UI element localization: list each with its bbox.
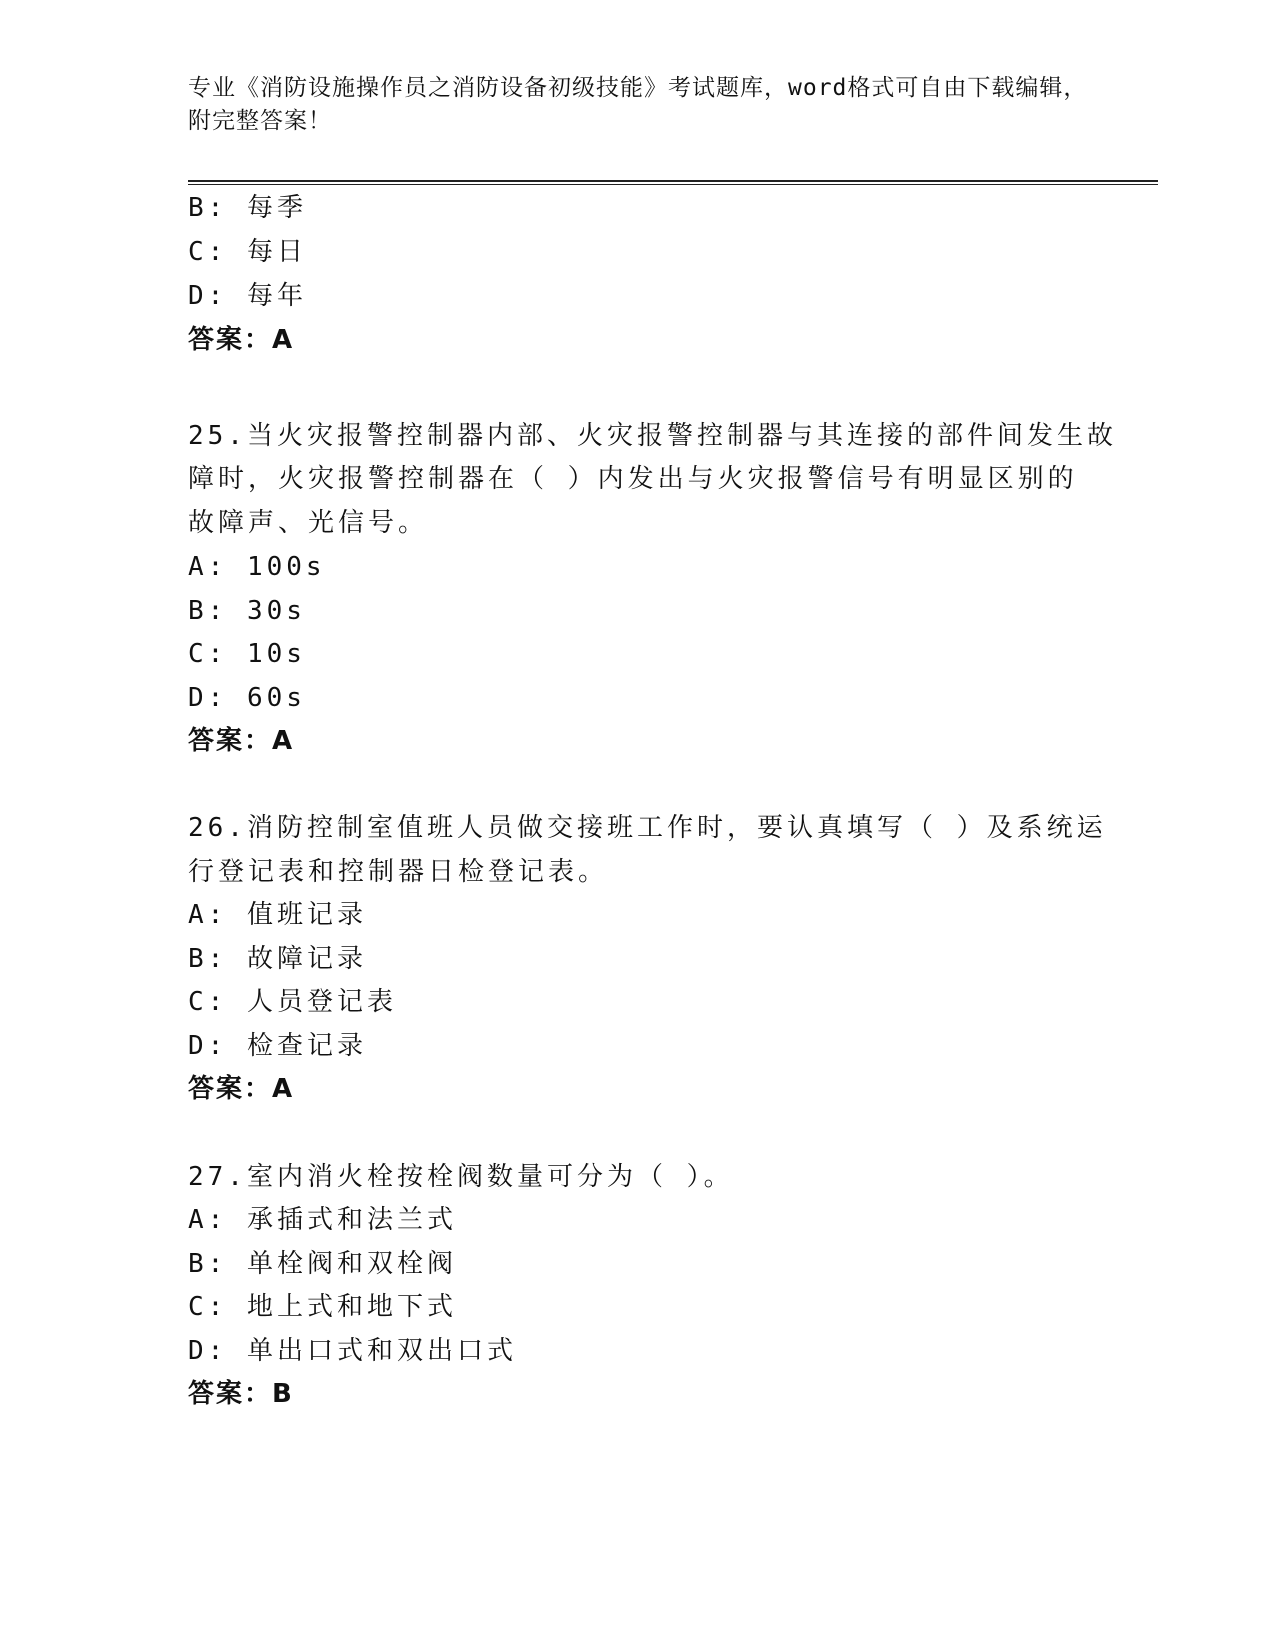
option-b: B: 每季 — [188, 193, 307, 223]
header-rule-thin — [188, 184, 1158, 185]
question-stem-line: 障时，火灾报警控制器在（ ）内发出与火灾报警信号有明显区别的 — [188, 464, 1078, 494]
option-b: B: 单栓阀和双栓阀 — [188, 1249, 457, 1279]
option-b: B: 30s — [188, 596, 306, 626]
answer-line: 答案：A — [188, 325, 295, 355]
option-a: A: 承插式和法兰式 — [188, 1205, 457, 1235]
header-rule-thick — [188, 180, 1158, 182]
option-d: D: 单出口式和双出口式 — [188, 1336, 517, 1366]
option-d: D: 检查记录 — [188, 1031, 367, 1061]
option-c: C: 人员登记表 — [188, 987, 397, 1017]
question-stem-line: 行登记表和控制器日检登记表。 — [188, 857, 609, 887]
question-stem-line: 25.当火灾报警控制器内部、火灾报警控制器与其连接的部件间发生故 — [188, 421, 1117, 451]
question-stem-line: 故障声、光信号。 — [188, 508, 429, 538]
option-d: D: 每年 — [188, 281, 307, 311]
answer-line: 答案：A — [188, 1074, 295, 1104]
question-stem-line: 26.消防控制室值班人员做交接班工作时，要认真填写（ ）及系统运 — [188, 813, 1107, 843]
option-c: C: 10s — [188, 639, 306, 669]
question-stem-line: 27.室内消火栓按栓阀数量可分为（ ）。 — [188, 1162, 734, 1192]
option-b: B: 故障记录 — [188, 944, 367, 974]
answer-line: 答案：A — [188, 726, 295, 756]
option-d: D: 60s — [188, 683, 306, 713]
option-a: A: 100s — [188, 552, 326, 582]
option-a: A: 值班记录 — [188, 900, 367, 930]
option-c: C: 地上式和地下式 — [188, 1292, 457, 1322]
document-header: 专业《消防设施操作员之消防设备初级技能》考试题库，word格式可自由下载编辑，附完整答案！ — [188, 75, 1088, 134]
option-c: C: 每日 — [188, 237, 307, 267]
answer-line: 答案：B — [188, 1379, 294, 1409]
